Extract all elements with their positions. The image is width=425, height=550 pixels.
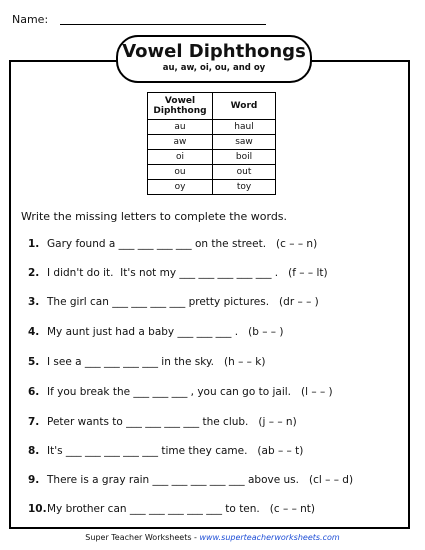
title-box	[116, 35, 312, 83]
table-header-word: Word	[213, 93, 276, 120]
footer-brand: Super Teacher Worksheets	[85, 533, 192, 542]
instructions: Write the missing letters to complete the words.	[21, 210, 288, 223]
question-number: 7.	[28, 416, 40, 428]
name-label: Name:	[12, 13, 49, 26]
question-text[interactable]: The girl can ___ ___ ___ ___ pretty pictures. (dr – – )	[47, 296, 319, 308]
table-row	[148, 135, 276, 150]
question-6	[28, 386, 333, 398]
question-number: 9.	[28, 474, 40, 486]
question-1	[28, 238, 317, 250]
table-cell-diphthong: au	[148, 120, 213, 135]
question-text[interactable]: It's ___ ___ ___ ___ ___ time they came. (ab – – t)	[47, 445, 304, 457]
question-text[interactable]: My brother can ___ ___ ___ ___ ___ to ten. (c – – nt)	[47, 503, 316, 515]
footer-separator: -	[191, 533, 200, 542]
question-number: 5.	[28, 356, 40, 368]
table-cell-diphthong: ou	[148, 165, 213, 180]
question-number: 8.	[28, 445, 40, 457]
question-10	[28, 503, 315, 515]
question-5	[28, 356, 265, 368]
question-text[interactable]: Peter wants to ___ ___ ___ ___ the club. (j – – n)	[47, 416, 297, 428]
table-row	[148, 120, 276, 135]
page-title: Vowel Diphthongs	[122, 41, 306, 62]
table-cell-word: haul	[213, 120, 276, 135]
table-cell-word: saw	[213, 135, 276, 150]
table-row	[148, 150, 276, 165]
table-cell-diphthong: aw	[148, 135, 213, 150]
table-cell-word: toy	[213, 180, 276, 195]
question-9	[28, 474, 353, 486]
question-number: 1.	[28, 238, 40, 250]
question-7	[28, 416, 297, 428]
page-subtitle: au, aw, oi, ou, and oy	[162, 63, 266, 73]
table-row	[148, 165, 276, 180]
footer	[0, 533, 425, 542]
question-text[interactable]: My aunt just had a baby ___ ___ ___ . (b – – )	[47, 326, 284, 338]
question-number: 10.	[28, 503, 47, 515]
table-cell-diphthong: oy	[148, 180, 213, 195]
question-number: 2.	[28, 267, 40, 279]
question-text[interactable]: There is a gray rain ___ ___ ___ ___ ___ above us. (cl – – d)	[47, 474, 354, 486]
question-8	[28, 445, 303, 457]
question-number: 4.	[28, 326, 40, 338]
question-text[interactable]: If you break the ___ ___ ___ , you can go to jail. (l – – )	[47, 386, 333, 398]
diphthong-table	[147, 92, 276, 195]
table-header-diphthong: Vowel Diphthong	[148, 93, 213, 120]
name-write-line[interactable]	[60, 24, 266, 25]
question-number: 6.	[28, 386, 40, 398]
question-text[interactable]: I didn't do it. It's not my ___ ___ ___ ___ ___ . (f – – lt)	[47, 267, 328, 279]
question-2	[28, 267, 328, 279]
question-3	[28, 296, 319, 308]
question-text[interactable]: Gary found a ___ ___ ___ ___ on the street. (c – – n)	[47, 238, 318, 250]
footer-link[interactable]: www.superteacherworksheets.com	[199, 533, 340, 542]
table-row	[148, 180, 276, 195]
table-cell-word: boil	[213, 150, 276, 165]
question-4	[28, 326, 283, 338]
table-cell-word: out	[213, 165, 276, 180]
question-number: 3.	[28, 296, 40, 308]
table-cell-diphthong: oi	[148, 150, 213, 165]
question-text[interactable]: I see a ___ ___ ___ ___ in the sky. (h – – k)	[47, 356, 266, 368]
